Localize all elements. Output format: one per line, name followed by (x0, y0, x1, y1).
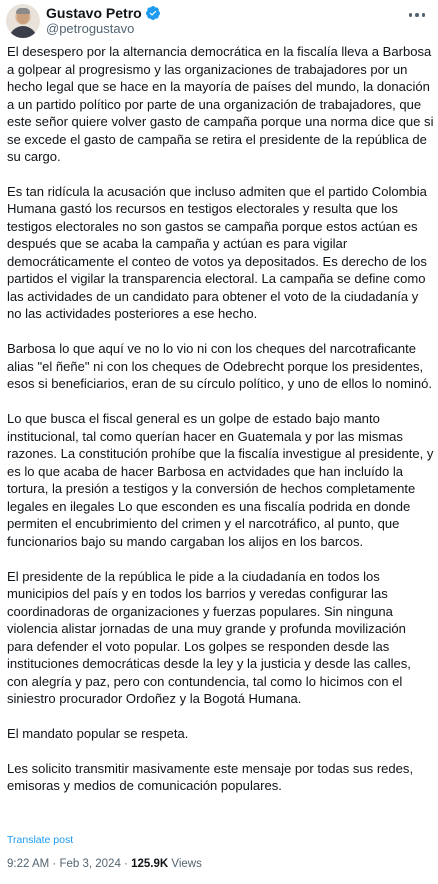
tweet-paragraph: Les solicito transmitir masivamente este mensaje por todas sus redes, emisoras y medios de comunicación populares. (7, 760, 414, 794)
meta-separator: · (124, 858, 128, 870)
ellipsis-icon[interactable] (404, 4, 430, 26)
tweet-paragraph: Es tan ridícula la acusación que incluso admiten que el partido Colombia Humana gastó los recursos en testigos electorales y resulta que los testigos electorales no son gastos se campaña porque estos actúan es después que se acaba la campaña y actúan es para vigilar democráticamente el conteo de votos ya depositados. Es derecho de los partidos el vigilar la transparencia electoral. La campaña se define como las actividades de un candidato para obtener el voto de la ciudadanía y no las actividades posteriores a ese hecho. (7, 183, 427, 322)
author-handle[interactable]: @petrogustavo (46, 21, 135, 36)
avatar-shoulders (9, 26, 37, 38)
tweet-text (7, 43, 435, 812)
views-count: 125.9K (131, 858, 169, 870)
views-label: Views (171, 858, 202, 870)
tweet-header (0, 0, 438, 40)
tweet-paragraph: Barbosa lo que aquí ve no lo vio ni con los cheques del narcotraficante alias "el ñeñe" ni con los cheques de Odebrecht porque los presidentes, esos si beneficiarios, eran de su círculo político, y uno de ellos lo nominó. (7, 341, 432, 392)
ellipsis-dot (409, 13, 413, 17)
ellipsis-dot (415, 13, 419, 17)
meta-separator: · (52, 858, 57, 870)
tweet-paragraph: El desespero por la alternancia democrática en la fiscalía lleva a Barbosa a golpear al progresismo y las organizaciones de trabajadores por un hecho legal que se hace en la mayoría de países del mundo, la donación a un partido político por parte de una organización de trabajadores, que este señor quiere volver gasto de campaña porque una norma dice que si se excede el gasto de campaña se retira el presidente de la república de su cargo. (7, 44, 434, 164)
tweet-paragraph: El mandato popular se respeta. (7, 725, 189, 741)
ellipsis-dot (422, 13, 426, 17)
translate-post-link[interactable]: Translate post (7, 834, 74, 846)
tweet-date[interactable]: Feb 3, 2024 (59, 858, 121, 870)
tweet-paragraph: El presidente de la república le pide a la ciudadanía en todos los municipios del país y en todos los barrios y veredas configurar las coordinadoras de organizaciones y fuerzas populares. Sin ninguna violencia alistar jornadas de una muy grande y profunda movilización para defender el voto popular. Los golpes se responden desde las instituciones democráticas desde la ley y la justicia y desde las calles, con alegría y paz, pero con contundencia, tal como lo hicimos con el siniestro procurador Ordoñez y la Bogotá Humana. (7, 568, 411, 707)
author-name-row (46, 4, 161, 22)
tweet-time[interactable]: 9:22 AM (7, 858, 50, 870)
author-name[interactable]: Gustavo Petro (46, 5, 142, 21)
avatar-hair (16, 8, 30, 14)
avatar[interactable] (6, 4, 40, 38)
tweet-meta (7, 857, 202, 872)
verified-badge-icon (145, 5, 161, 21)
tweet-paragraph: Lo que busca el fiscal general es un golpe de estado bajo manto institucional, tal como querían hacer en Guatemala y por las mismas razones. La constitución prohíbe que la fiscalía investigue al presidente, y es lo que acaba de hacer Barbosa en actvidades que han incluído la tortura, la presión a testigos y la conversión de hechos completamente legales en ilegales Lo que esconden es una fiscalía podrida en donde permiten el encubrimiento del crimen y el narcotráfico, al punto, que funcionarios bajo su mando cargaban los alijos en los barcos. (7, 411, 434, 549)
